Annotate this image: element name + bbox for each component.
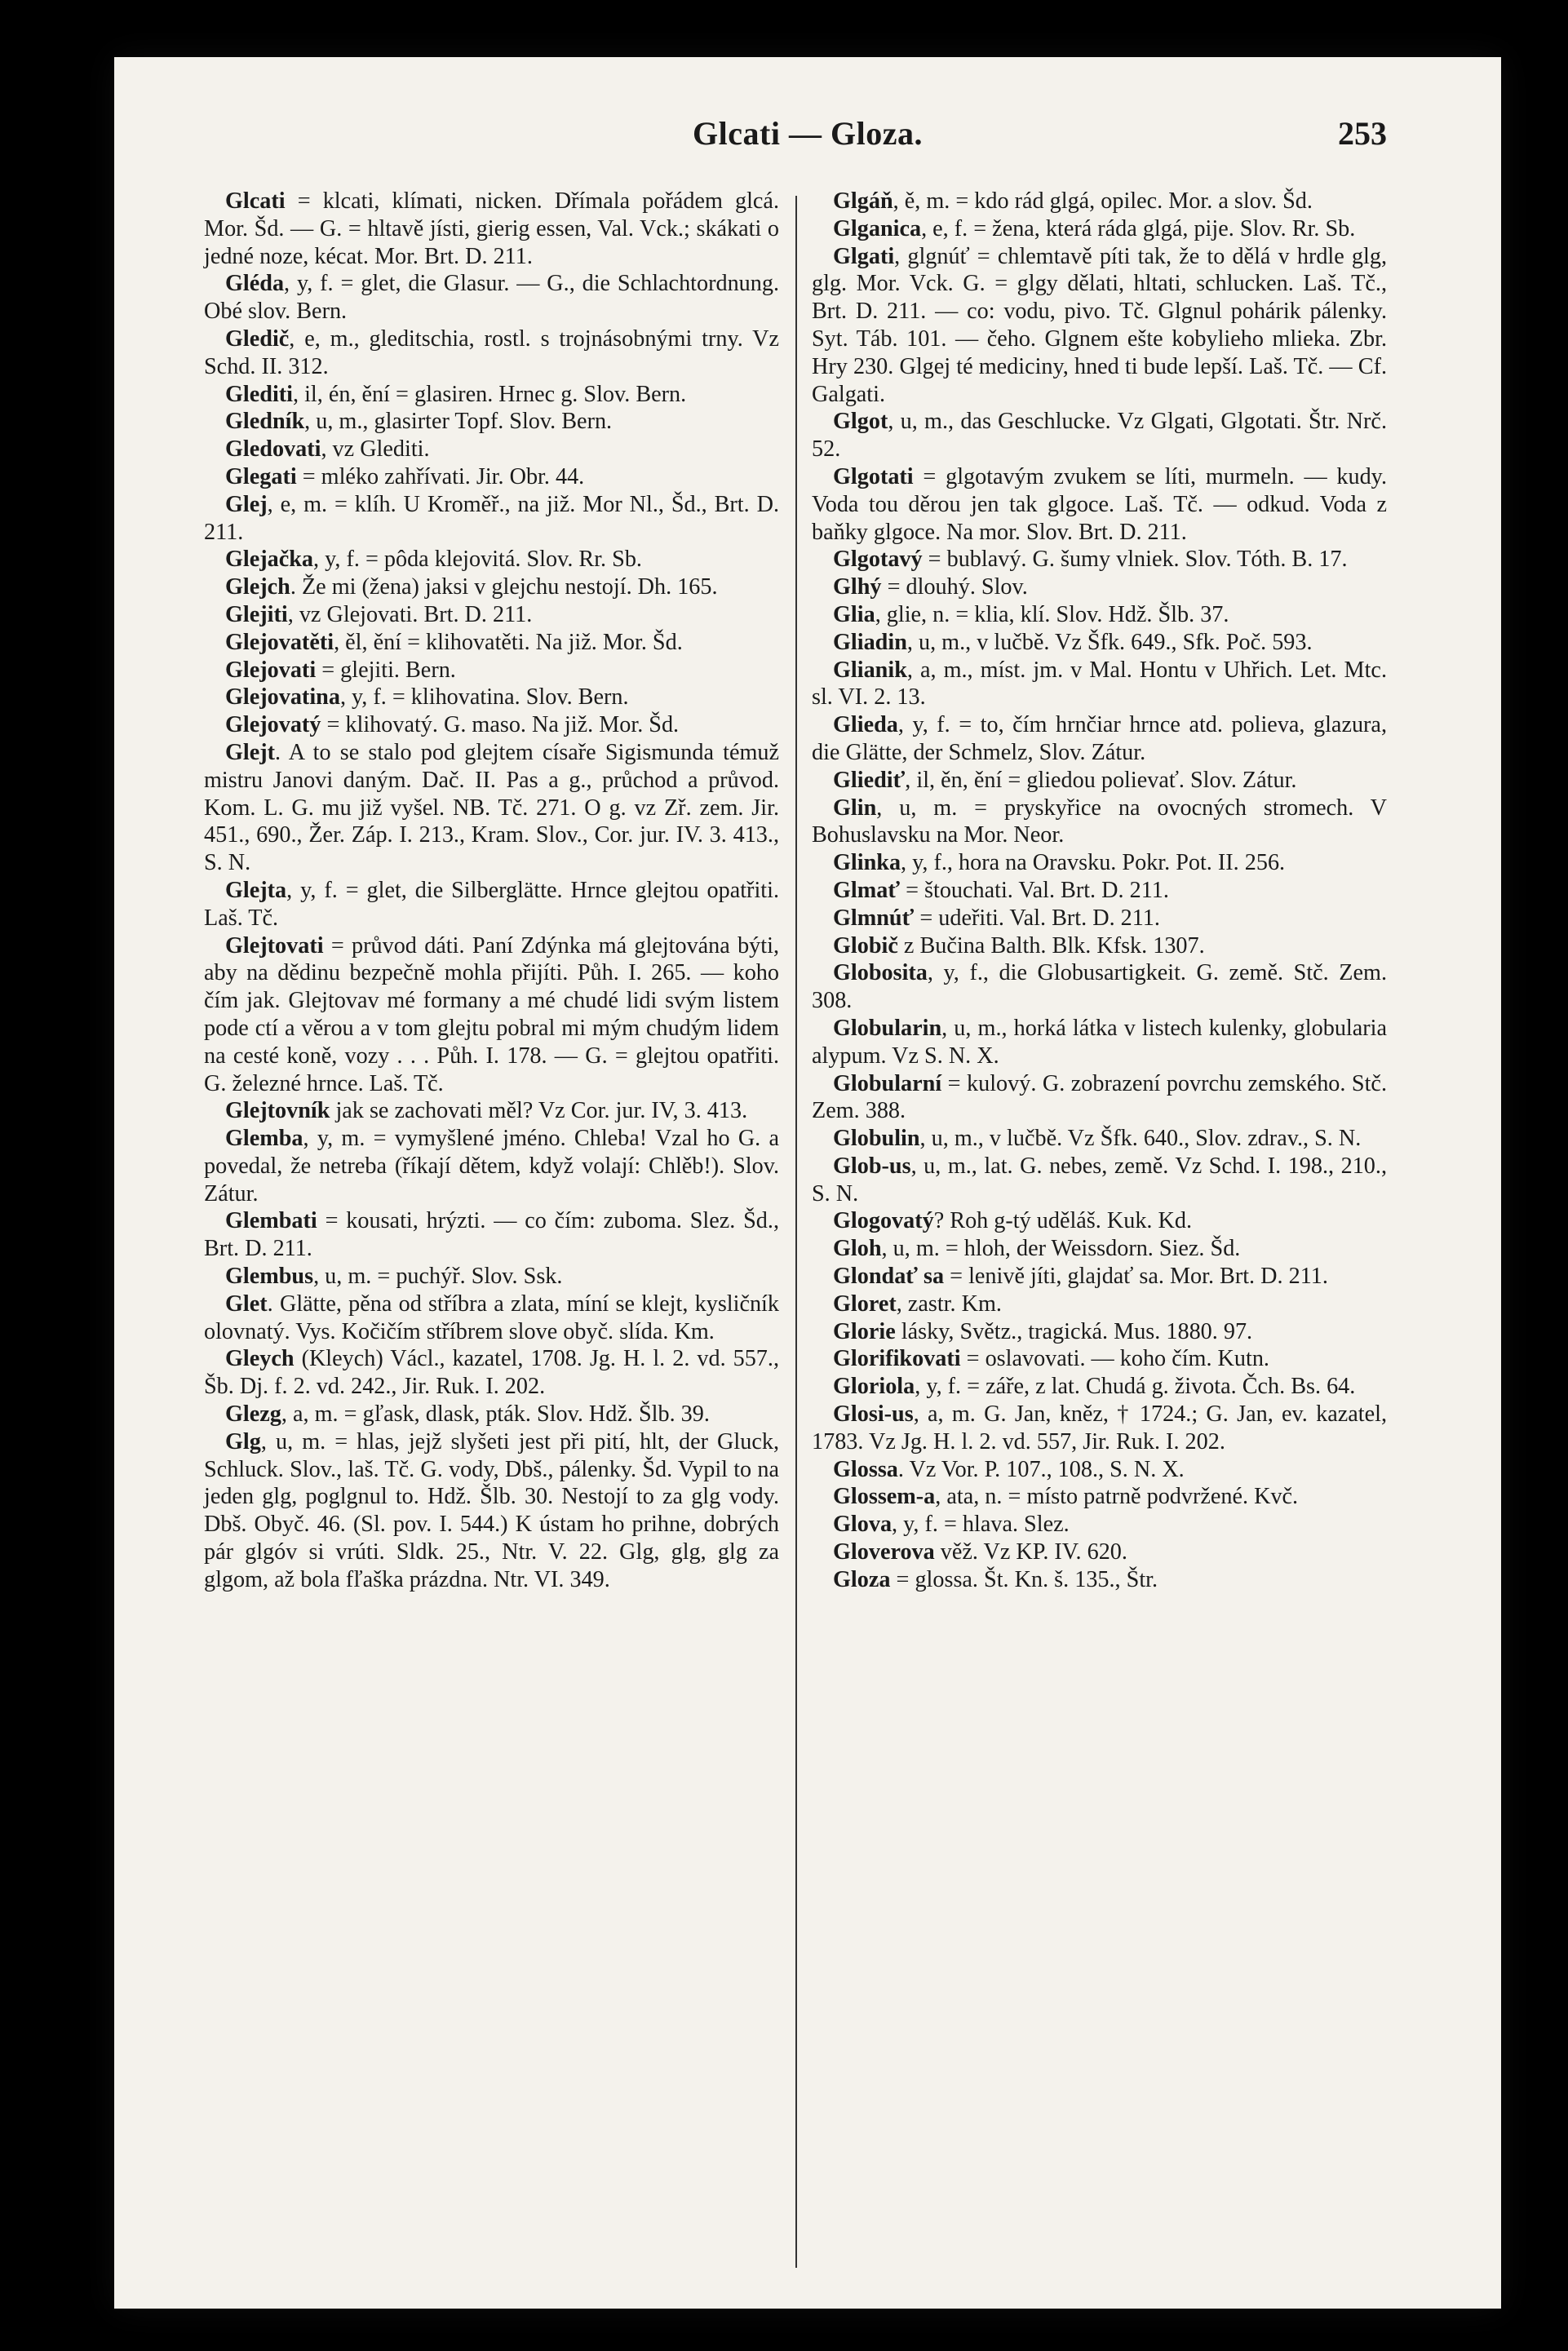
dictionary-entry [812,215,1387,243]
entry-definition: (Kleych) Václ., kazatel, 1708. Jg. H. l. 2. vd. 557., Šb. Dj. f. 2. vd. 242., Jir. Ruk. I. 202. [204,1346,779,1400]
entry-definition: , y, f. = to, čím hrnčiar hrnce atd. polieva, glazura, die Glätte, der Schmelz, Slov. Zátur. [812,712,1387,765]
entry-headword: Glg [225,1428,261,1454]
entry-headword: Gloriola [833,1374,915,1400]
dictionary-entry [204,1263,779,1291]
dictionary-entry [812,546,1387,573]
entry-definition: lásky, Světz., tragická. Mus. 1880. 97. [895,1318,1253,1344]
dictionary-entry [204,188,779,270]
entry-definition: = glossa. Št. Kn. š. 135., Štr. [890,1566,1158,1592]
dictionary-entry [812,573,1387,601]
dictionary-entry [204,491,779,547]
entry-definition: , u, m., lat. G. nebes, země. Vz Schd. I. 198., 210., S. N. [812,1153,1387,1206]
dictionary-entry [204,684,779,711]
entry-definition: = kulový. G. zobrazení povrchu zemského. Stč. Zem. 388. [812,1070,1387,1124]
dictionary-entry [812,1318,1387,1346]
entry-definition: = mléko zahřívati. Jir. Obr. 44. [296,463,585,489]
entry-definition: , y, f., hora na Oravsku. Pokr. Pot. II. 256. [901,850,1286,876]
dictionary-entry [812,408,1387,463]
entry-headword: Glediti [225,381,293,407]
entry-headword: Glia [833,601,875,627]
entry-headword: Glgotati [833,463,914,489]
entry-headword: Globulin [833,1126,920,1152]
entry-definition: = udeřiti. Val. Brt. D. 211. [914,905,1160,931]
entry-definition: = průvod dáti. Paní Zdýnka má glejtována býti, aby na dědinu bezpečně mohla přijíti. Půh. I. 265. — koho čím jak. Glejtovav mé formany a mé chudé lidi svým listem pode ctí a věrou a v tom glejtu pobral mi mým chudým lidem na cesté koně, vozy . . . Půh. I. 178. — G. = glejtou opatřiti. G. železné hrnce. Laš. Tč. [204,932,779,1096]
dictionary-entry [812,1291,1387,1318]
dictionary-entry [812,1401,1387,1456]
dictionary-entry [204,1291,779,1346]
entry-definition: = oslavovati. — koho čím. Kutn. [960,1346,1269,1372]
entry-headword: Glej [225,491,268,517]
entry-headword: Gledič [225,325,290,352]
entry-headword: Glossem-a [833,1484,936,1510]
entry-headword: Glejiti [225,601,288,627]
entry-headword: Gledník [225,409,305,435]
entry-definition: = bublavý. G. šumy vlniek. Slov. Tóth. B. 17. [922,547,1348,573]
entry-headword: Glosi-us [833,1401,914,1428]
entry-headword: Glossa [833,1456,898,1482]
dictionary-entry [812,905,1387,932]
entry-headword: Glejovatěti [225,629,334,655]
entry-definition: , y, f. = glet, die Silberglätte. Hrnce glejtou opatřiti. Laš. Tč. [204,877,779,931]
entry-definition: věž. Vz KP. IV. 620. [934,1539,1127,1565]
dictionary-entry [812,1207,1387,1235]
entry-headword: Globularní [833,1070,942,1096]
entry-definition: , u, m., das Geschlucke. Vz Glgati, Glgotati. Štr. Nrč. 52. [812,409,1387,463]
dictionary-entry [204,932,779,1098]
entry-definition: = kousati, hrýzti. — co čím: zuboma. Slez. Šd., Brt. D. 211. [204,1208,779,1262]
dictionary-page [114,57,1501,2309]
dictionary-entry [812,767,1387,795]
entry-definition: , vz Glediti. [321,436,430,463]
entry-definition: , glie, n. = klia, klí. Slov. Hdž. Šlb. 37. [875,601,1229,627]
entry-definition: , u, m. = hlas, jejž slyšeti jest při pití, hlt, der Gluck, Schluck. Slov., laš. Tč. G. vody, Dbš., pálenky. Šd. Vypil to na jeden glg, poglgnul to. Hdž. Šlb. 30. Nestojí to za glg vody. Dbš. Obyč. 46. (Sl. pov. I. 544.) K ústam ho prihne, dobrých pár glgóv si vrúti. Sldk. 25., Ntr. V. 22. Glg, glg, glg za glgom, až bola fľaška prázdna. Ntr. VI. 349. [204,1428,779,1592]
entry-headword: Gliediť [833,767,906,793]
entry-headword: Glejtovník [225,1098,330,1124]
dictionary-entry [204,1345,779,1401]
entry-headword: Glgáň [833,188,893,214]
entry-definition: = lenivě jíti, glajdať sa. Mor. Brt. D. 211. [944,1264,1328,1290]
entry-headword: Glejch [225,574,290,600]
right-column [812,188,1387,1594]
entry-headword: Glova [833,1512,893,1538]
entry-definition: , a, m. G. Jan, kněz, † 1724.; G. Jan, ev. kazatel, 1783. Vz Jg. H. l. 2. vd. 557, Jir. Ruk. I. 202. [812,1401,1387,1454]
dictionary-entry [204,436,779,463]
entry-definition: , u, m., v lučbě. Vz Šfk. 649., Sfk. Poč. 593. [906,629,1313,655]
dictionary-entry [812,932,1387,960]
dictionary-entry [812,1125,1387,1153]
dictionary-entry [812,959,1387,1015]
entry-definition: , u, m., horká látka v listech kulenky, globularia alypum. Vz S. N. X. [812,1015,1387,1069]
entry-headword: Glejt [225,739,276,765]
column-divider [795,196,797,2268]
dictionary-entry [204,1428,779,1594]
entry-headword: Globič [833,932,898,959]
dictionary-entry [812,1235,1387,1263]
dictionary-entry [812,1373,1387,1401]
entry-definition: . Vz Vor. P. 107., 108., S. N. X. [897,1456,1185,1482]
dictionary-entry [812,1015,1387,1070]
running-head: Glcati — Gloza. [693,115,923,152]
entry-headword: Gloh [833,1236,882,1262]
dictionary-entry [812,795,1387,850]
entry-definition: = dlouhý. Slov. [881,574,1028,600]
entry-headword: Glejovatý [225,712,321,738]
entry-definition: . Že mi (žena) jaksi v glejchu nestojí. Dh. 165. [290,574,718,600]
entry-definition: , ata, n. = místo patrně podvržené. Kvč. [935,1484,1299,1510]
dictionary-entry [204,1401,779,1428]
entry-headword: Glmnúť [833,905,915,931]
dictionary-entry [812,1483,1387,1511]
entry-definition: , il, ěn, ění = gliedou polievať. Slov. Zátur. [905,767,1297,793]
dictionary-entry [204,657,779,684]
entry-definition: , e, m., gleditschia, rostl. s trojnásobnými trny. Vz Schd. II. 312. [204,325,779,379]
dictionary-entry [812,629,1387,657]
entry-definition: ? Roh g-tý uděláš. Kuk. Kd. [933,1208,1193,1234]
entry-headword: Glegati [225,463,297,489]
dictionary-entry [812,1070,1387,1126]
dictionary-entry [204,573,779,601]
left-column [204,188,779,1594]
entry-definition: = štouchati. Val. Brt. D. 211. [900,877,1169,903]
dictionary-entry [812,1566,1387,1594]
dictionary-entry [204,325,779,381]
dictionary-entry [204,270,779,325]
entry-headword: Glet [225,1291,268,1317]
entry-headword: Glejačka [225,547,314,573]
dictionary-entry [812,1539,1387,1566]
dictionary-entry [812,1153,1387,1208]
entry-headword: Glembus [225,1264,314,1290]
dictionary-entry [204,629,779,657]
entry-headword: Glianik [833,657,907,683]
entry-headword: Glejovati [225,657,317,683]
entry-definition: , u, m. = hloh, der Weissdorn. Siez. Šd. [881,1236,1241,1262]
entry-headword: Glemba [225,1126,303,1152]
dictionary-entry [204,601,779,629]
entry-headword: Glganica [833,215,922,241]
entry-headword: Gleych [225,1346,295,1372]
entry-definition: , il, én, ění = glasiren. Hrnec g. Slov. Bern. [293,381,687,407]
entry-headword: Gloret [833,1291,897,1317]
dictionary-entry [204,546,779,573]
dictionary-entry [812,601,1387,629]
entry-headword: Glieda [833,712,898,738]
entry-headword: Gliadin [833,629,907,655]
dictionary-entry [204,739,779,877]
entry-headword: Glejta [225,877,287,903]
entry-definition: , ěl, ění = klihovatěti. Na již. Mor. Šd. [334,629,683,655]
dictionary-entry [812,463,1387,546]
entry-headword: Gledovati [225,436,321,463]
entry-headword: Glembati [225,1208,317,1234]
entry-headword: Gloverova [833,1539,935,1565]
entry-headword: Glhý [833,574,882,600]
entry-headword: Glin [833,795,877,821]
entry-definition: . Glätte, pěna od stříbra a zlata, míní se klejt, kysličník olovnatý. Vys. Kočičím stříbrem slove obyč. slída. Km. [204,1291,779,1344]
entry-headword: Glgotavý [833,547,923,573]
page-number: 253 [1338,115,1387,152]
entry-definition: , y, f. = pôda klejovitá. Slov. Rr. Sb. [313,547,642,573]
entry-headword: Glorie [833,1318,896,1344]
dictionary-entry [204,711,779,739]
dictionary-entry [204,381,779,409]
entry-definition: , y, f. = hlava. Slez. [892,1512,1070,1538]
entry-definition: , u, m. = pryskyřice na ovocných stromech. V Bohuslavsku na Mor. Neor. [812,795,1387,848]
dictionary-entry [204,463,779,491]
entry-definition: = klcati, klímati, nicken. Dřímala pořádem glcá. Mor. Šd. — G. = hltavě jísti, gierig essen, Val. Vck.; skákati o jedné noze, kécat. Mor. Brt. D. 211. [204,188,779,269]
entry-headword: Glmať [833,877,901,903]
entry-headword: Glgot [833,409,888,435]
entry-headword: Glogovatý [833,1208,934,1234]
dictionary-entry [812,711,1387,767]
entry-definition: , y, f. = záře, z lat. Chudá g. života. Čch. Bs. 64. [915,1374,1356,1400]
dictionary-entry [812,657,1387,712]
entry-definition: , u, m. = puchýř. Slov. Ssk. [313,1264,563,1290]
entry-headword: Glinka [833,850,901,876]
entry-definition: = glgotavým zvukem se líti, murmeln. — kudy. Voda tou děrou jen tak glgoce. Laš. Tč. — odkud. Voda z baňky glgoce. Na mor. Slov. Brt. D. 211. [812,463,1387,545]
entry-headword: Glob-us [833,1153,911,1179]
entry-definition: , a, m., míst. jm. v Mal. Hontu v Uhřich. Let. Mtc. sl. VI. 2. 13. [812,657,1387,711]
page-header [114,114,1501,155]
dictionary-entry [812,188,1387,215]
entry-definition: = glejiti. Bern. [316,657,456,683]
entry-definition: , e, m. = klíh. U Kroměř., na již. Mor Nl., Šd., Brt. D. 211. [204,491,779,545]
entry-definition: , y, m. = vymyšlené jméno. Chleba! Vzal ho G. a povedal, že netreba (říkají dětem, když volají: Chlěb!). Slov. Zátur. [204,1126,779,1206]
dictionary-entry [812,1345,1387,1373]
dictionary-entry [812,243,1387,409]
entry-definition: , e, f. = žena, která ráda glgá, pije. Slov. Rr. Sb. [921,215,1356,241]
dictionary-entry [812,877,1387,905]
entry-definition: , zastr. Km. [896,1291,1002,1317]
entry-definition: = klihovatý. G. maso. Na již. Mor. Šd. [321,712,680,738]
entry-definition: , a, m. = gľask, dlask, pták. Slov. Hdž. Šlb. 39. [281,1401,710,1428]
dictionary-entry [204,877,779,932]
dictionary-entry [812,849,1387,877]
entry-headword: Gléda [225,271,285,297]
dictionary-entry [812,1511,1387,1539]
entry-headword: Glejovatina [225,684,340,711]
entry-headword: Glezg [225,1401,281,1428]
entry-definition: . A to se stalo pod glejtem císaře Sigismunda témuž mistru Janovi daným. Dač. II. Pas a g., průchod a průvod. Kom. L. G. mu již vyšel. NB. Tč. 271. O g. vz Zř. zem. Jir. 451., 690., Žer. Záp. I. 213., Kram. Slov., Cor. jur. IV. 3. 413., S. N. [204,739,779,876]
entry-headword: Globosita [833,960,928,986]
dictionary-entry [204,1207,779,1263]
entry-definition: , y, f. = klihovatina. Slov. Bern. [339,684,629,711]
dictionary-entry [204,1097,779,1125]
dictionary-entry [204,408,779,436]
entry-definition: , y, f., die Globusartigkeit. G. země. Stč. Zem. 308. [812,960,1387,1014]
entry-headword: Gloza [833,1566,891,1592]
dictionary-entry [812,1263,1387,1291]
entry-definition: jak se zachovati měl? Vz Cor. jur. IV, 3. 413. [330,1098,748,1124]
entry-headword: Globularin [833,1015,942,1041]
entry-headword: Glcati [225,188,286,214]
entry-definition: z Bučina Balth. Blk. Kfsk. 1307. [897,932,1205,959]
entry-definition: , u, m., v lučbě. Vz Šfk. 640., Slov. zdrav., S. N. [919,1126,1362,1152]
dictionary-entry [204,1125,779,1207]
entry-headword: Glorifikovati [833,1346,961,1372]
entry-definition: , u, m., glasirter Topf. Slov. Bern. [304,409,613,435]
entry-headword: Glejtovati [225,932,324,959]
entry-definition: , ě, m. = kdo rád glgá, opilec. Mor. a slov. Šd. [893,188,1313,214]
entry-headword: Glondať sa [833,1264,945,1290]
entry-definition: , glgnúť = chlemtavě píti tak, že to dělá v hrdle glg, glg. Mor. Vck. G. = glgy dělati, hltati, schlucken. Laš. Tč., Brt. D. 211. — co: vodu, pivo. Tč. Glgnul pohárik pálenky. Syt. Táb. 101. — čeho. Glgnem ešte kobylieho mlieka. Zbr. Hry 230. Glgej té mediciny, hned ti bude lepší. Laš. Tč. — Cf. Galgati. [812,243,1387,407]
entry-definition: , y, f. = glet, die Glasur. — G., die Schlachtordnung. Obé slov. Bern. [204,271,779,325]
dictionary-entry [812,1456,1387,1484]
entry-definition: , vz Glejovati. Brt. D. 211. [287,601,533,627]
entry-headword: Glgati [833,243,895,269]
